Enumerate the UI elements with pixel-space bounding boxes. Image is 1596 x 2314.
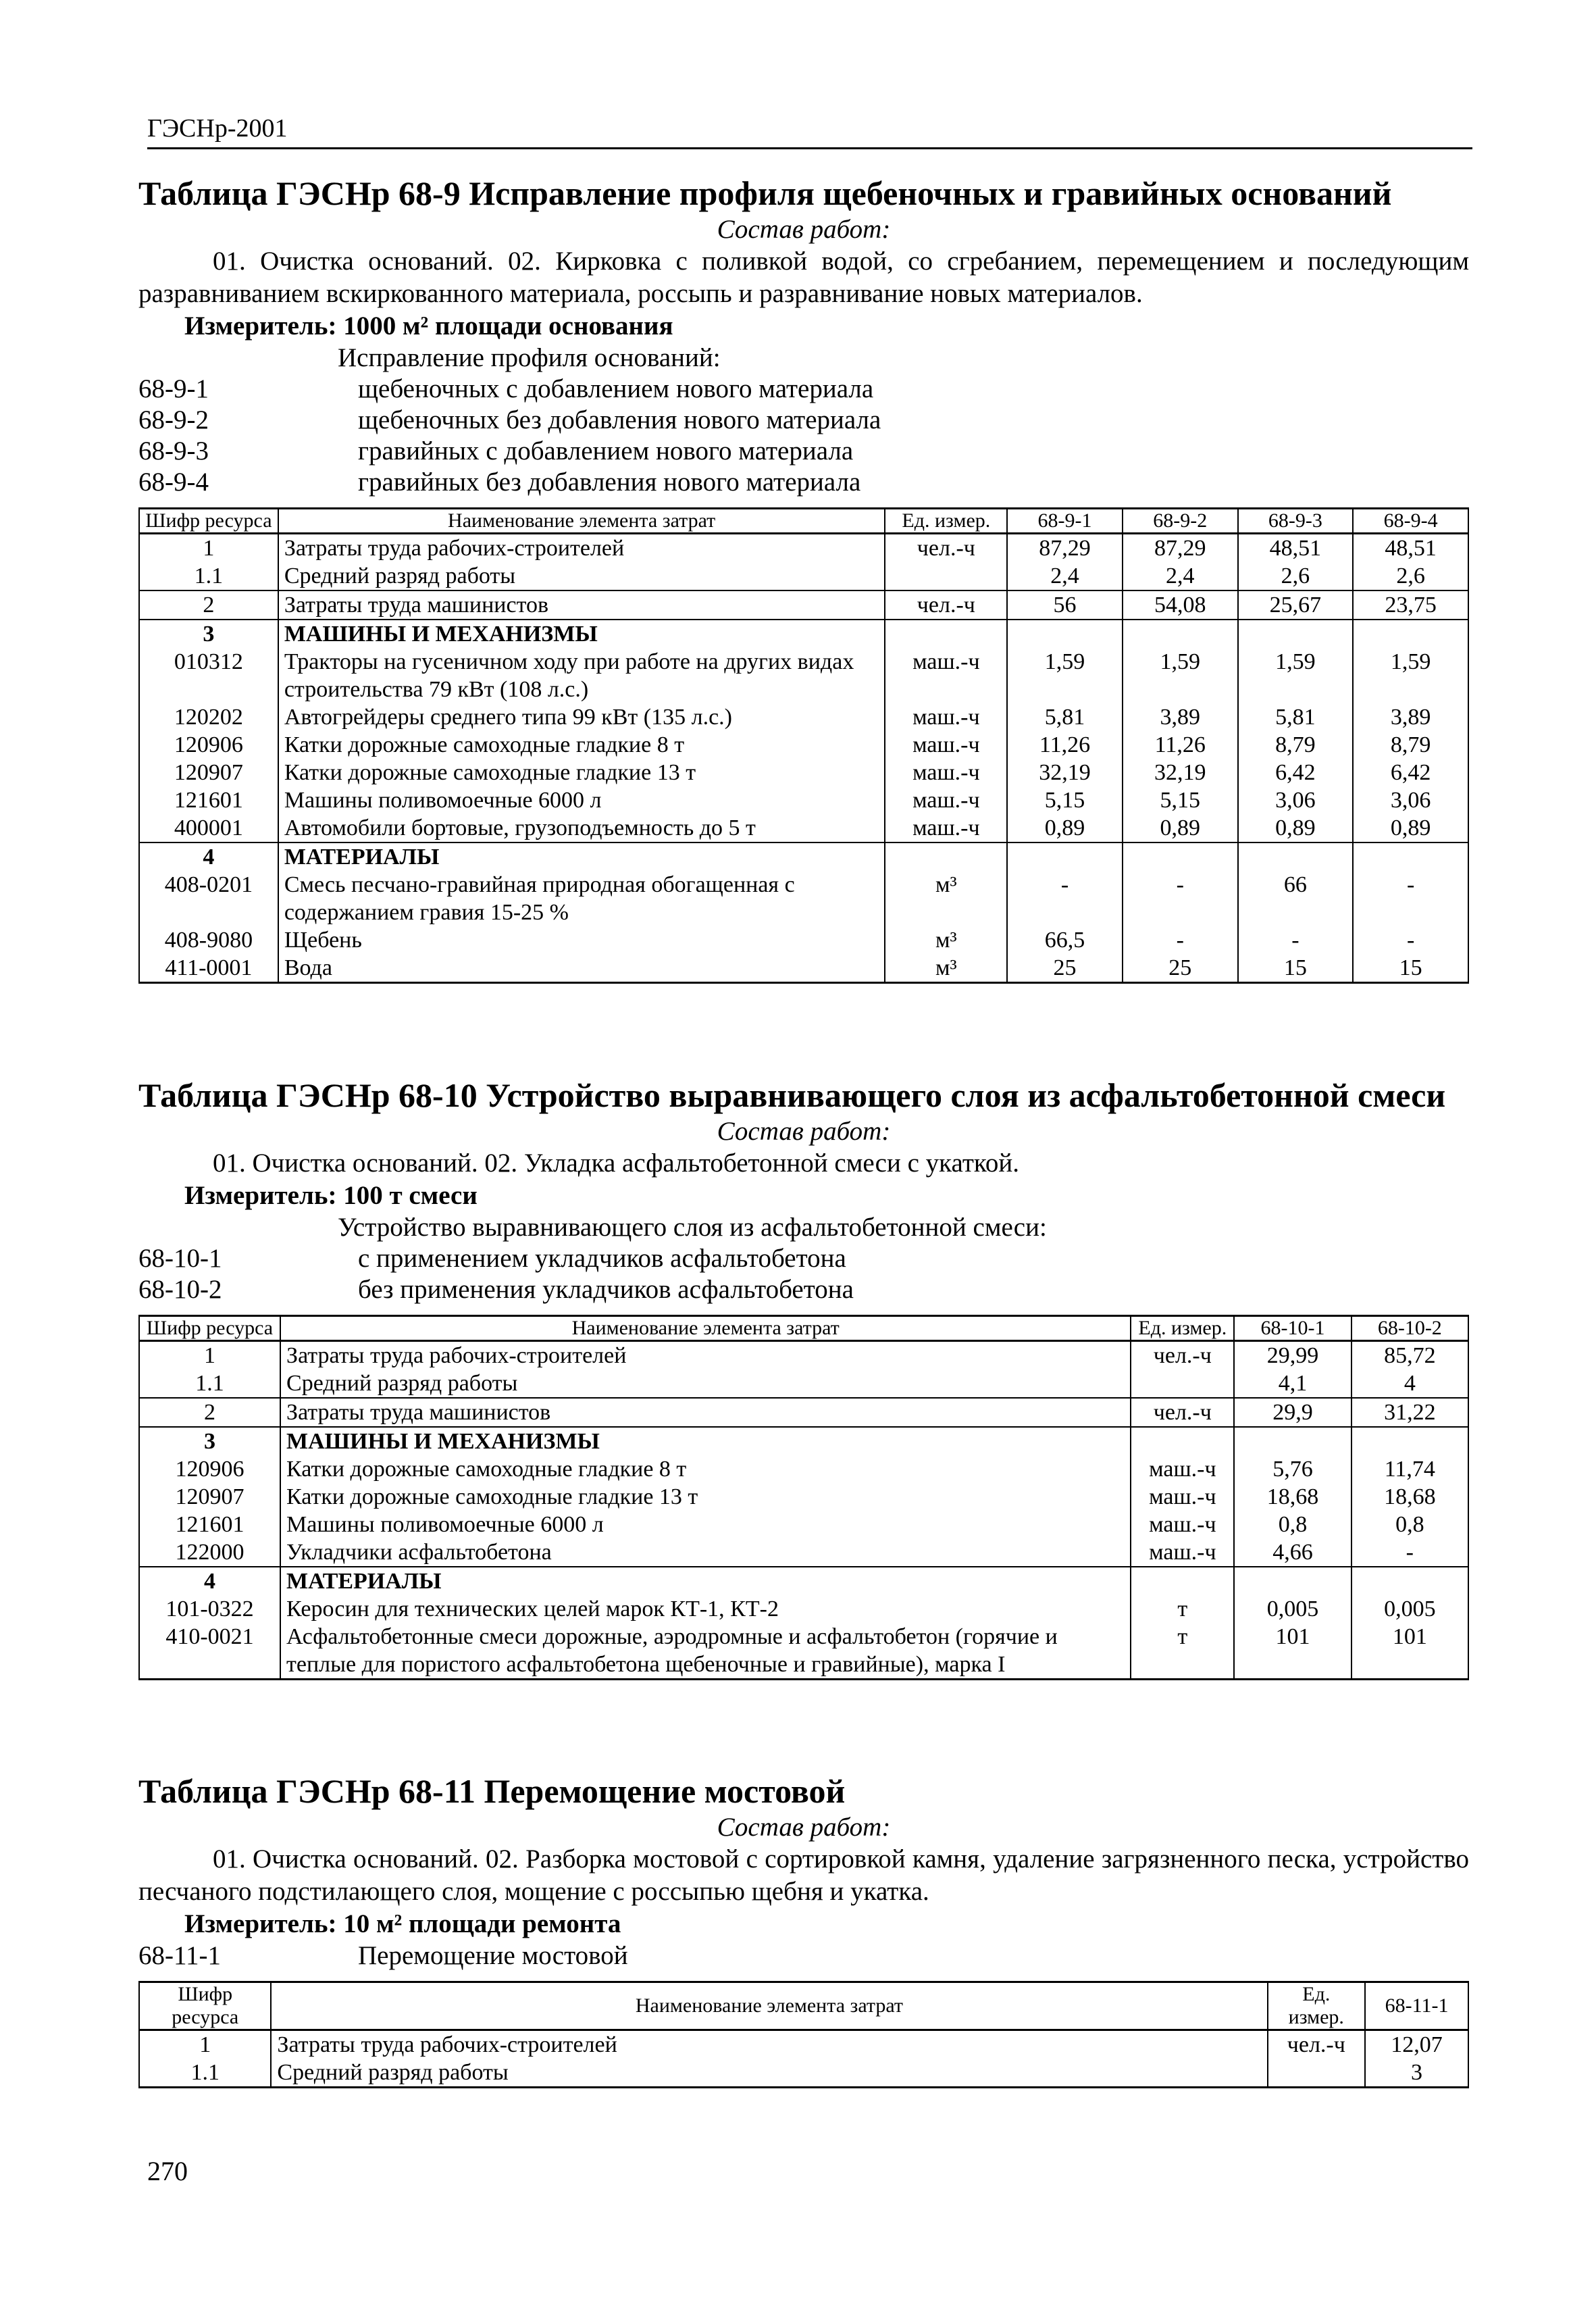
cell-value	[1353, 620, 1468, 648]
cell-value: 1,59	[1123, 648, 1238, 703]
table-row	[139, 1398, 1468, 1427]
cell-name: Средний разряд работы	[280, 1369, 1131, 1398]
table-row	[139, 1511, 1468, 1538]
cell-value: 101	[1352, 1623, 1468, 1680]
cell-code: 122000	[139, 1538, 280, 1567]
cell-value: 3,06	[1238, 786, 1354, 814]
measure-label: Измеритель:	[184, 311, 337, 341]
page-number: 270	[147, 2156, 188, 2186]
cell-unit	[885, 620, 1007, 648]
table-row	[139, 1538, 1468, 1567]
variant-text: гравийных с добавлением нового материала	[358, 436, 854, 466]
cell-name: Автомобили бортовые, грузоподъемность до 5 т	[278, 814, 885, 842]
cell-name: Вода	[278, 954, 885, 983]
col-header-name: Наименование элемента затрат	[271, 1982, 1267, 2030]
cell-code: 410-0021	[139, 1623, 280, 1680]
cell-name: Катки дорожные самоходные гладкие 13 т	[278, 759, 885, 786]
cell-value: 0,005	[1352, 1595, 1468, 1623]
variant-item	[138, 1243, 1469, 1274]
col-header-variant: 68-9-4	[1353, 509, 1468, 534]
cell-code: 120906	[139, 1455, 280, 1483]
cell-value: 48,51	[1353, 534, 1468, 563]
cell-unit: маш.-ч	[885, 786, 1007, 814]
cell-unit: м³	[885, 871, 1007, 926]
cell-value: 2,6	[1238, 562, 1354, 590]
variants-intro: Устройство выравнивающего слоя из асфальтобетонной смеси:	[338, 1213, 1047, 1242]
variant-text: щебеночных с добавлением нового материала	[358, 374, 874, 403]
cell-value: 11,26	[1123, 731, 1238, 759]
cell-value: 48,51	[1238, 534, 1354, 563]
cell-name: Асфальтобетонные смеси дорожные, аэродромные и асфальтобетон (горячие и теплые для пористого асфальтобетона щебеночные и гравийные), марка I	[280, 1623, 1131, 1680]
col-header-name: Наименование элемента затрат	[280, 1316, 1131, 1341]
table-row	[139, 2059, 1468, 2088]
table-row	[139, 926, 1468, 954]
cell-value: 2,6	[1353, 562, 1468, 590]
cell-name: Керосин для технических целей марок КТ-1, КТ-2	[280, 1595, 1131, 1623]
cell-value: 87,29	[1123, 534, 1238, 563]
col-header-code: Шифр ресурса	[139, 1982, 271, 2030]
cell-code: 1.1	[139, 1369, 280, 1398]
cell-value: 15	[1353, 954, 1468, 983]
measure-line	[138, 1180, 1469, 1212]
cell-name: Катки дорожные самоходные гладкие 13 т	[280, 1483, 1131, 1511]
cell-value: -	[1353, 926, 1468, 954]
cell-value: 5,81	[1238, 703, 1354, 731]
cell-unit: чел.-ч	[1268, 2030, 1366, 2059]
cell-value	[1353, 842, 1468, 871]
cell-code: 1	[139, 534, 278, 563]
cell-unit: маш.-ч	[885, 759, 1007, 786]
cell-code: 120906	[139, 731, 278, 759]
cell-value: 23,75	[1353, 590, 1468, 620]
cell-value: 3,89	[1353, 703, 1468, 731]
variant-code: 68-10-1	[138, 1244, 222, 1273]
table-header-row	[139, 1982, 1468, 2030]
cell-unit	[1131, 1427, 1234, 1455]
composition-text: 01. Очистка оснований. 02. Укладка асфальтобетонной смеси с укаткой.	[213, 1149, 1019, 1178]
col-header-variant: 68-9-1	[1007, 509, 1123, 534]
cell-code: 121601	[139, 1511, 280, 1538]
cell-value: 25	[1123, 954, 1238, 983]
cell-name: Смесь песчано-гравийная природная обогащенная с содержанием гравия 15-25 %	[278, 871, 885, 926]
cell-value: -	[1007, 871, 1123, 926]
cell-code: 120907	[139, 1483, 280, 1511]
cell-value: 3	[1365, 2059, 1468, 2088]
measure-value: 10 м² площади ремонта	[343, 1909, 621, 1938]
cell-value: 11,26	[1007, 731, 1123, 759]
composition-label: Состав работ:	[717, 1117, 891, 1146]
cell-unit	[885, 842, 1007, 871]
cell-value: 1,59	[1353, 648, 1468, 703]
cell-name: Средний разряд работы	[271, 2059, 1267, 2088]
cell-name: МАТЕРИАЛЫ	[278, 842, 885, 871]
col-header-code: Шифр ресурса	[139, 509, 278, 534]
variant-code: 68-9-1	[138, 374, 209, 403]
cell-value: 66	[1238, 871, 1354, 926]
measure-line	[138, 310, 1469, 343]
variant-text: гравийных без добавления нового материала	[358, 468, 861, 497]
cell-value: 8,79	[1353, 731, 1468, 759]
col-header-variant: 68-10-2	[1352, 1316, 1468, 1341]
col-header-unit: Ед. измер.	[1131, 1316, 1234, 1341]
table-section	[138, 1770, 1469, 2088]
cell-value	[1007, 620, 1123, 648]
cell-value	[1123, 842, 1238, 871]
cell-value: 8,79	[1238, 731, 1354, 759]
table-header-row	[139, 509, 1468, 534]
cell-name: Катки дорожные самоходные гладкие 8 т	[278, 731, 885, 759]
cell-value: -	[1238, 926, 1354, 954]
measure-value: 1000 м² площади основания	[343, 311, 673, 341]
variant-item	[138, 374, 1469, 405]
cell-code: 408-0201	[139, 871, 278, 926]
cell-code: 1.1	[139, 2059, 271, 2088]
measure-label: Измеритель:	[184, 1181, 337, 1210]
cell-value: 4,66	[1234, 1538, 1351, 1567]
norm-table	[138, 1315, 1469, 1680]
cell-code: 4	[139, 842, 278, 871]
table-section	[138, 172, 1469, 984]
table-section	[138, 1074, 1469, 1680]
cell-value: 18,68	[1234, 1483, 1351, 1511]
cell-code: 120907	[139, 759, 278, 786]
measure-value: 100 т смеси	[343, 1181, 478, 1210]
col-header-unit: Ед. измер.	[885, 509, 1007, 534]
cell-value	[1123, 620, 1238, 648]
cell-value: 4	[1352, 1369, 1468, 1398]
running-header: ГЭСНр-2001	[147, 114, 1472, 149]
cell-unit: маш.-ч	[885, 814, 1007, 842]
cell-code: 120202	[139, 703, 278, 731]
cell-code: 408-9080	[139, 926, 278, 954]
cell-unit: т	[1131, 1623, 1234, 1680]
variant-code: 68-9-4	[138, 468, 209, 497]
cell-value: 4,1	[1234, 1369, 1351, 1398]
cell-name: Машины поливомоечные 6000 л	[278, 786, 885, 814]
cell-code: 1	[139, 1341, 280, 1370]
variant-text: Перемощение мостовой	[358, 1941, 628, 1970]
cell-value: 54,08	[1123, 590, 1238, 620]
cell-value: 5,15	[1007, 786, 1123, 814]
cell-value	[1352, 1567, 1468, 1595]
cell-unit: маш.-ч	[1131, 1511, 1234, 1538]
table-row	[139, 590, 1468, 620]
cell-value: 0,89	[1123, 814, 1238, 842]
cell-value: -	[1353, 871, 1468, 926]
cell-value: 101	[1234, 1623, 1351, 1680]
col-header-name: Наименование элемента затрат	[278, 509, 885, 534]
cell-name: Затраты труда рабочих-строителей	[280, 1341, 1131, 1370]
cell-unit	[1131, 1567, 1234, 1595]
cell-value: 25	[1007, 954, 1123, 983]
cell-name: Затраты труда машинистов	[278, 590, 885, 620]
composition-label: Состав работ:	[717, 1813, 891, 1842]
cell-unit: маш.-ч	[1131, 1483, 1234, 1511]
table-row	[139, 1623, 1468, 1680]
cell-name: Тракторы на гусеничном ходу при работе на других видах строительства 79 кВт (108 л.с.)	[278, 648, 885, 703]
col-header-variant: 68-10-1	[1234, 1316, 1351, 1341]
cell-value: 0,89	[1353, 814, 1468, 842]
cell-value: 2,4	[1123, 562, 1238, 590]
table-row	[139, 1341, 1468, 1370]
cell-value: 1,59	[1007, 648, 1123, 703]
cell-value: 11,74	[1352, 1455, 1468, 1483]
cell-value	[1238, 620, 1354, 648]
table-row	[139, 871, 1468, 926]
cell-value: 0,89	[1007, 814, 1123, 842]
composition-label: Состав работ:	[717, 215, 891, 244]
cell-value	[1238, 842, 1354, 871]
cell-unit: чел.-ч	[885, 534, 1007, 563]
table-row	[139, 620, 1468, 648]
cell-value: 0,8	[1352, 1511, 1468, 1538]
cell-unit: маш.-ч	[885, 648, 1007, 703]
cell-name: МАТЕРИАЛЫ	[280, 1567, 1131, 1595]
cell-unit: маш.-ч	[885, 731, 1007, 759]
cell-name: Средний разряд работы	[278, 562, 885, 590]
table-row	[139, 1427, 1468, 1455]
composition-text: 01. Очистка оснований. 02. Разборка мостовой с сортировкой камня, удаление загрязненного песка, устройство песчаного подстилающего слоя, мощение с россыпью щебня и укатка.	[138, 1844, 1469, 1906]
table-row	[139, 1483, 1468, 1511]
cell-unit: чел.-ч	[885, 590, 1007, 620]
cell-code: 411-0001	[139, 954, 278, 983]
table-row	[139, 562, 1468, 590]
table-row	[139, 814, 1468, 842]
cell-value: 87,29	[1007, 534, 1123, 563]
col-header-variant: 68-9-3	[1238, 509, 1354, 534]
measure-line	[138, 1908, 1469, 1940]
cell-value: 29,99	[1234, 1341, 1351, 1370]
cell-unit: м³	[885, 954, 1007, 983]
table-row	[139, 2030, 1468, 2059]
cell-value: 5,81	[1007, 703, 1123, 731]
measure-label: Измеритель:	[184, 1909, 337, 1938]
variant-text: с применением укладчиков асфальтобетона	[358, 1244, 846, 1273]
cell-value: -	[1123, 871, 1238, 926]
cell-name: Затраты труда машинистов	[280, 1398, 1131, 1427]
cell-value: -	[1123, 926, 1238, 954]
variant-code: 68-10-2	[138, 1275, 222, 1304]
cell-value	[1234, 1427, 1351, 1455]
col-header-variant: 68-11-1	[1365, 1982, 1468, 2030]
variant-item	[138, 1274, 1469, 1305]
cell-value: 0,8	[1234, 1511, 1351, 1538]
cell-code: 400001	[139, 814, 278, 842]
section-title: Таблица ГЭСНр 68-10 Устройство выравнивающего слоя из асфальтобетонной смеси	[138, 1076, 1446, 1114]
cell-value: 0,89	[1238, 814, 1354, 842]
cell-value: 1,59	[1238, 648, 1354, 703]
cell-unit	[885, 562, 1007, 590]
cell-code: 101-0322	[139, 1595, 280, 1623]
cell-unit: м³	[885, 926, 1007, 954]
col-header-unit: Ед. измер.	[1268, 1982, 1366, 2030]
variant-item	[138, 467, 1469, 498]
table-row	[139, 1455, 1468, 1483]
cell-value: 5,76	[1234, 1455, 1351, 1483]
table-row	[139, 648, 1468, 703]
cell-value: 85,72	[1352, 1341, 1468, 1370]
section-title: Таблица ГЭСНр 68-9 Исправление профиля щебеночных и гравийных оснований	[138, 174, 1392, 212]
cell-name: Укладчики асфальтобетона	[280, 1538, 1131, 1567]
cell-code: 1	[139, 2030, 271, 2059]
cell-name: Щебень	[278, 926, 885, 954]
cell-name: Катки дорожные самоходные гладкие 8 т	[280, 1455, 1131, 1483]
cell-name: Машины поливомоечные 6000 л	[280, 1511, 1131, 1538]
cell-unit: маш.-ч	[1131, 1455, 1234, 1483]
variant-code: 68-9-2	[138, 405, 209, 434]
composition-text: 01. Очистка оснований. 02. Кирковка с поливкой водой, со сгребанием, перемещением и последующим разравниванием вскиркованного материала, россыпь и разравнивание новых материалов.	[138, 247, 1469, 308]
cell-name: МАШИНЫ И МЕХАНИЗМЫ	[280, 1427, 1131, 1455]
cell-value	[1007, 842, 1123, 871]
cell-value: 32,19	[1007, 759, 1123, 786]
cell-value: 12,07	[1365, 2030, 1468, 2059]
variant-item	[138, 405, 1469, 436]
cell-unit: чел.-ч	[1131, 1398, 1234, 1427]
cell-value: 5,15	[1123, 786, 1238, 814]
cell-unit	[1131, 1369, 1234, 1398]
cell-value: 18,68	[1352, 1483, 1468, 1511]
col-header-variant: 68-9-2	[1123, 509, 1238, 534]
cell-code: 1.1	[139, 562, 278, 590]
table-row	[139, 786, 1468, 814]
variant-text: без применения укладчиков асфальтобетона	[358, 1275, 854, 1304]
cell-code: 3	[139, 620, 278, 648]
cell-value: 0,005	[1234, 1595, 1351, 1623]
cell-code: 2	[139, 1398, 280, 1427]
table-row	[139, 731, 1468, 759]
variant-code: 68-9-3	[138, 436, 209, 466]
cell-unit: маш.-ч	[885, 703, 1007, 731]
cell-code: 3	[139, 1427, 280, 1455]
section-title: Таблица ГЭСНр 68-11 Перемощение мостовой	[138, 1772, 846, 1810]
cell-value: 2,4	[1007, 562, 1123, 590]
cell-value: 3,06	[1353, 786, 1468, 814]
cell-unit	[1268, 2059, 1366, 2088]
cell-value	[1352, 1427, 1468, 1455]
cell-value: 25,67	[1238, 590, 1354, 620]
cell-name: Автогрейдеры среднего типа 99 кВт (135 л.с.)	[278, 703, 885, 731]
norm-table	[138, 1981, 1469, 2088]
cell-value: 66,5	[1007, 926, 1123, 954]
cell-name: Затраты труда рабочих-строителей	[278, 534, 885, 563]
cell-unit: маш.-ч	[1131, 1538, 1234, 1567]
table-row	[139, 954, 1468, 983]
cell-value	[1234, 1567, 1351, 1595]
cell-value: 32,19	[1123, 759, 1238, 786]
variant-item	[138, 436, 1469, 467]
cell-value: -	[1352, 1538, 1468, 1567]
table-header-row	[139, 1316, 1468, 1341]
cell-code: 010312	[139, 648, 278, 703]
cell-unit: чел.-ч	[1131, 1341, 1234, 1370]
cell-name: Затраты труда рабочих-строителей	[271, 2030, 1267, 2059]
cell-code: 121601	[139, 786, 278, 814]
cell-name: МАШИНЫ И МЕХАНИЗМЫ	[278, 620, 885, 648]
table-row	[139, 759, 1468, 786]
norm-table	[138, 507, 1469, 984]
cell-code: 4	[139, 1567, 280, 1595]
table-row	[139, 1369, 1468, 1398]
cell-value: 31,22	[1352, 1398, 1468, 1427]
cell-unit: т	[1131, 1595, 1234, 1623]
variant-text: щебеночных без добавления нового материала	[358, 405, 881, 434]
variant-item	[138, 1940, 1469, 1971]
col-header-code: Шифр ресурса	[139, 1316, 280, 1341]
cell-value: 6,42	[1353, 759, 1468, 786]
table-row	[139, 534, 1468, 563]
cell-value: 3,89	[1123, 703, 1238, 731]
table-row	[139, 1567, 1468, 1595]
cell-value: 6,42	[1238, 759, 1354, 786]
table-row	[139, 703, 1468, 731]
table-row	[139, 1595, 1468, 1623]
cell-value: 29,9	[1234, 1398, 1351, 1427]
variant-code: 68-11-1	[138, 1941, 222, 1970]
cell-value: 56	[1007, 590, 1123, 620]
cell-value: 15	[1238, 954, 1354, 983]
table-row	[139, 842, 1468, 871]
variants-intro: Исправление профиля оснований:	[338, 343, 721, 372]
cell-code: 2	[139, 590, 278, 620]
